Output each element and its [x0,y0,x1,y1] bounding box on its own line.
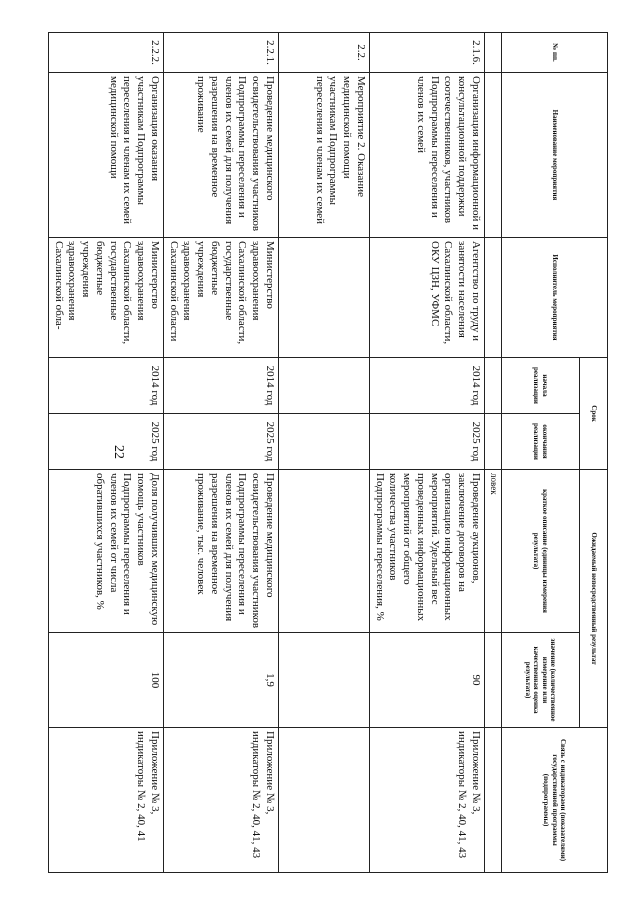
header-expected-desc: краткое описание (единицы измерения результата) [502,470,580,633]
row-executor: Агентство по труду и занятости населения Сахалинской области, ОКУ ЦЗН, УФМС [370,238,485,358]
row-start [279,358,370,414]
row-link: Приложение № 3, индикаторы № 2, 40, 41, 43 [370,728,485,873]
row-name: Проведение медицинского освидетельствования участников Подпрограммы переселения и членов их семей для получения разрешения на временное проживание [164,73,279,238]
header-num: № пп. [502,33,608,73]
row-link [279,728,370,873]
row-end [279,414,370,470]
row-executor: Министерство здравоохранения Сахалинской области, государственные бюджетные учреждения здравоохранения Сахалинской области [164,238,279,358]
row-link: Приложение № 3, индикаторы № 2, 40, 41, 43 [164,728,279,873]
row-num: 2.1.6. [370,33,485,73]
row-num: 2.2. [279,33,370,73]
header-expected-value: значение (количественное измерение или качественная оценка результата) [502,633,580,728]
row-num: 2.2.1. [164,33,279,73]
header-name: Наименование мероприятия [502,73,608,238]
header-link: Связь с индикаторами (показателями) государственной программы (подпрограммы) [502,728,608,873]
measures-table [48,32,608,873]
row-name: Организация информационной и консультационной поддержки соотечественников, участников Подпрограммы переселения и членов их семей [370,73,485,238]
continuation-text: ловек [485,470,502,633]
row-end: 2025 год [49,414,164,470]
row-value: 100 [49,633,164,728]
table-header [502,33,608,873]
row-name: Мероприятие 2. Оказание медицинской помощи участникам Подпрограммы переселения и членам их семей [279,73,370,238]
row-start: 2014 год [370,358,485,414]
header-executor: Исполнитель мероприятия [502,238,608,358]
table-row [49,33,164,873]
row-start: 2014 год [164,358,279,414]
row-value: 1,9 [164,633,279,728]
row-desc: Проведение медицинского освидетельствования участников Подпрограммы переселения и членов их семей для получения разрешения на временное проживание, тыс. человек [164,470,279,633]
row-start: 2014 год [49,358,164,414]
row-name: Организация оказания участникам Подпрограммы переселения и членам их семей медицинской помощи [49,73,164,238]
table-row [279,33,370,873]
row-desc [279,470,370,633]
header-period-start: начала реализации [502,358,580,414]
row-executor: Министерство здравоохранения Сахалинской области, государственные бюджетные учреждения здравоохранения Сахалинской обла- [49,238,164,358]
header-period-end: окончания реализации [502,414,580,470]
page-number: 22 [111,445,126,459]
row-link: Приложение № 3, индикаторы № 2, 40, 41 [49,728,164,873]
row-executor [279,238,370,358]
table-row [164,33,279,873]
header-period: Срок [580,358,608,470]
table-row [370,33,485,873]
header-expected: Ожидаемый непосредственный результат [580,470,608,728]
row-num: 2.2.2. [49,33,164,73]
row-end: 2025 год [370,414,485,470]
rotated-page [52,32,608,872]
row-value: 90 [370,633,485,728]
continuation-row [485,33,502,873]
row-value [279,633,370,728]
row-desc: Проведение аукционов, заключение договоров на организацию информационных мероприятий. Удельный вес проведенных информационных мероприятий от общего количества участников Подпрограммы переселения, % [370,470,485,633]
row-desc: Доля получивших медицинскую помощь участников Подпрограммы переселения и членов их семей от числа обратившихся участников, % [49,470,164,633]
row-end: 2025 год [164,414,279,470]
